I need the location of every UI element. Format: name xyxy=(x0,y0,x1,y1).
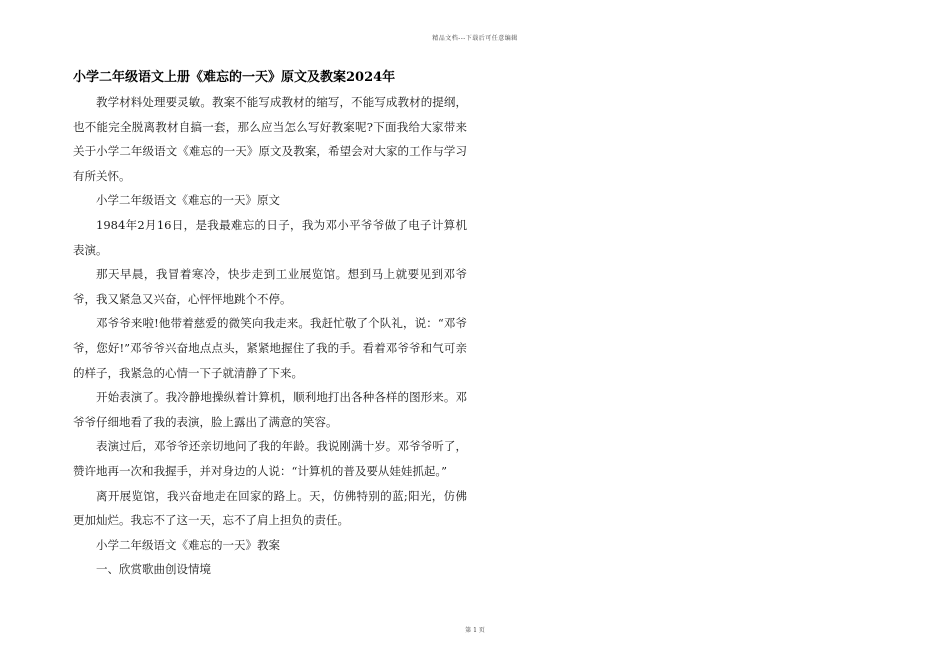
page-number: 第 1 页 xyxy=(465,627,485,634)
paragraph: 离开展览馆，我兴奋地走在回家的路上。天，仿佛特别的蓝;阳光，仿佛更加灿烂。我忘不了这一天，忘不了肩上担负的责任。 xyxy=(73,488,467,528)
paragraph: 那天早晨，我冒着寒冷，快步走到工业展览馆。想到马上就要见到邓爷爷，我又紧急又兴奋，心怦怦地跳个不停。 xyxy=(73,267,467,306)
paragraph-intro: 教学材料处理要灵敏。教案不能写成教材的缩写，不能写成教材的提纲，也不能完全脱离教材自搞一套，那么应当怎么写好教案呢?下面我给大家带来关于小学二年级语文《难忘的一天》原文及教案，希望会对大家的工作与学习有所关怀。 xyxy=(73,95,467,183)
section-subheading: 一、欣赏歌曲创设情境 xyxy=(96,562,211,577)
document-title: 小学二年级语文上册《难忘的一天》原文及教案2024年 xyxy=(73,70,396,85)
paragraph: 表演过后，邓爷爷还亲切地问了我的年龄。我说刚满十岁。邓爷爷听了，赞许地再一次和我握手，并对身边的人说：“计算机的普及要从娃娃抓起。” xyxy=(73,439,467,478)
document-body xyxy=(73,90,467,582)
page-header-note: 精品文档---下载后可任意编辑 xyxy=(432,35,518,42)
section-heading-original-text: 小学二年级语文《难忘的一天》原文 xyxy=(96,193,280,208)
section-heading-lesson-plan: 小学二年级语文《难忘的一天》教案 xyxy=(96,537,280,552)
paragraph: 1984年2月16日，是我最难忘的日子，我为邓小平爷爷做了电子计算机表演。 xyxy=(73,217,467,257)
paragraph: 开始表演了。我冷静地操纵着计算机，顺利地打出各种各样的图形来。邓爷爷仔细地看了我的表演，脸上露出了满意的笑容。 xyxy=(73,390,467,429)
paragraph: 邓爷爷来啦!他带着慈爱的微笑向我走来。我赶忙敬了个队礼，说：“邓爷爷，您好!”邓爷爷兴奋地点点头，紧紧地握住了我的手。看着邓爷爷和气可亲的样子，我紧急的心情一下子就清静了下来。 xyxy=(73,316,467,380)
